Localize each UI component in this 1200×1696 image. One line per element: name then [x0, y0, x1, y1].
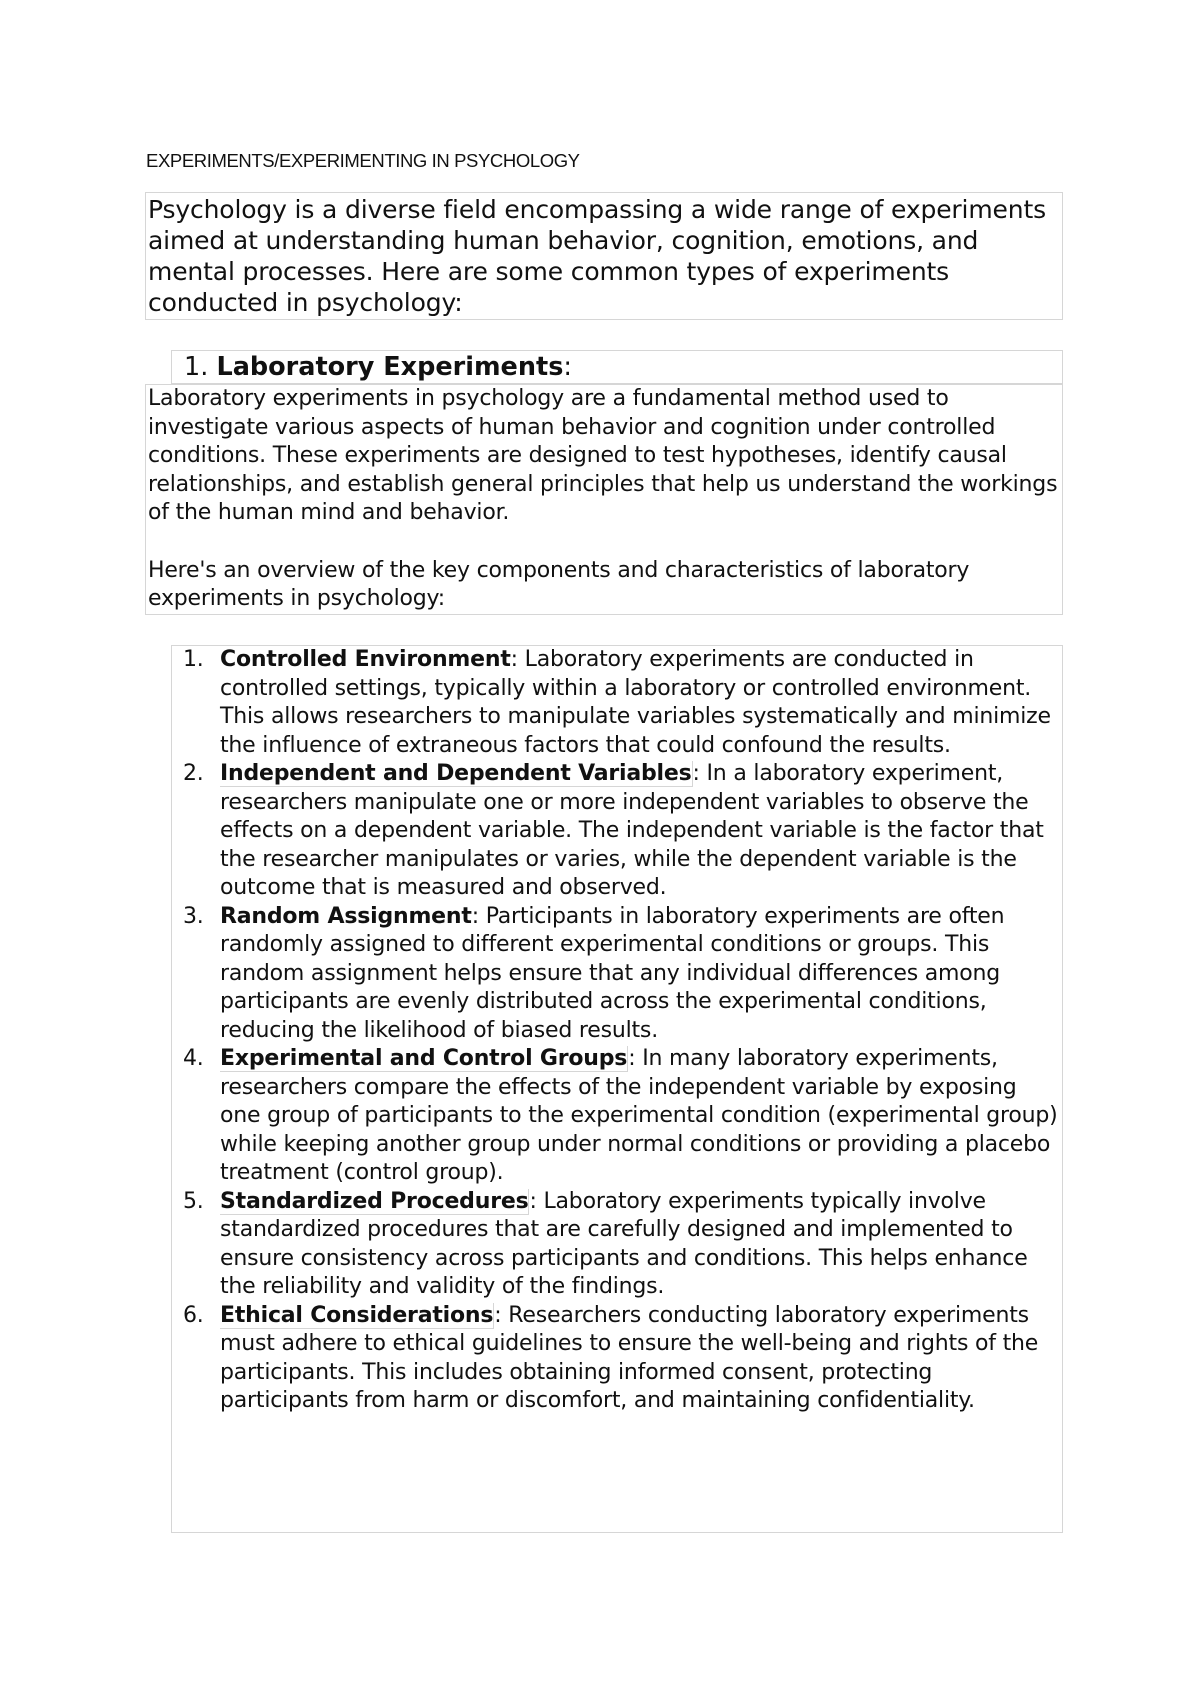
list-item-term: Experimental and Control Groups: [220, 1046, 628, 1071]
list-item: [172, 1188, 1062, 1302]
list-item: [172, 760, 1062, 903]
list-item-text: : Laboratory experiments typically involve standardized procedures that are carefully designed and implemented to ensure consistency across participants and conditions. This helps enhance the reliability and validity of the findings.: [220, 1188, 1028, 1299]
list-item-number: 1.: [183, 647, 204, 672]
section-label: Laboratory Experiments: [216, 352, 564, 382]
list-item: [172, 903, 1062, 1046]
list-item-term: Ethical Considerations: [220, 1302, 494, 1328]
list-item-text: : Participants in laboratory experiments are often randomly assigned to different experimental conditions or groups. This random assignment helps ensure that any individual differences among participants are evenly distributed across the experimental conditions, reducing the likelihood of biased results.: [220, 903, 1005, 1043]
intro-text-box: [145, 192, 1063, 320]
list-item: [172, 1045, 1062, 1188]
list-item-term: Standardized Procedures: [220, 1188, 529, 1214]
document-title: EXPERIMENTS/EXPERIMENTING IN PSYCHOLOGY: [146, 150, 580, 171]
list-item-number: 5.: [183, 1188, 204, 1214]
lab-description-box: [145, 384, 1063, 615]
list-item-number: 6.: [183, 1302, 204, 1328]
list-item: [172, 646, 1062, 760]
section-number: 1.: [184, 352, 209, 382]
list-item-number: 2.: [183, 761, 204, 786]
lab-paragraph-1: Laboratory experiments in psychology are a fundamental method used to investigate various aspects of human behavior and cognition under controlled conditions. These experiments are designed to test hypotheses, identify causal relationships, and establish general principles that help us understand the workings of the human mind and behavior.: [148, 386, 1058, 525]
list-item-text: : Researchers conducting laboratory experiments must adhere to ethical guidelines to ensure the well-being and rights of the participants. This includes obtaining informed consent, protecting participants from harm or discomfort, and maintaining confidentiality.: [220, 1302, 1039, 1413]
components-list: [172, 646, 1062, 1416]
list-item: [172, 1302, 1062, 1416]
section-heading: [172, 351, 1062, 383]
list-item-term: Controlled Environment: [220, 647, 511, 672]
list-item-text: : In many laboratory experiments, researchers compare the effects of the independent variable by exposing one group of participants to the experimental condition (experimental group) while keeping another group under normal conditions or providing a placebo treatment (control group).: [220, 1046, 1058, 1185]
list-item-number: 3.: [183, 903, 204, 929]
components-list-box: [171, 645, 1063, 1533]
intro-paragraph: Psychology is a diverse field encompassing a wide range of experiments aimed at understanding human behavior, cognition, emotions, and mental processes. Here are some common types of experiments conducted in psychology:: [148, 195, 1047, 317]
section-heading-box: [171, 350, 1063, 384]
list-item-number: 4.: [183, 1046, 204, 1071]
list-item-text: : Laboratory experiments are conducted in controlled settings, typically within a laboratory or controlled environment. This allows researchers to manipulate variables systematically and minimize the influence of extraneous factors that could confound the results.: [220, 647, 1051, 758]
section-suffix: :: [563, 352, 572, 382]
list-item-term: Random Assignment: [220, 903, 472, 929]
list-item-text: : In a laboratory experiment, researchers manipulate one or more independent variables to observe the effects on a dependent variable. The independent variable is the factor that the researcher manipulates or varies, while the dependent variable is the outcome that is measured and observed.: [220, 761, 1044, 900]
lab-paragraph-2: Here's an overview of the key components and characteristics of laboratory experiments in psychology:: [148, 557, 970, 611]
list-item-term: Independent and Dependent Variables: [220, 761, 692, 786]
